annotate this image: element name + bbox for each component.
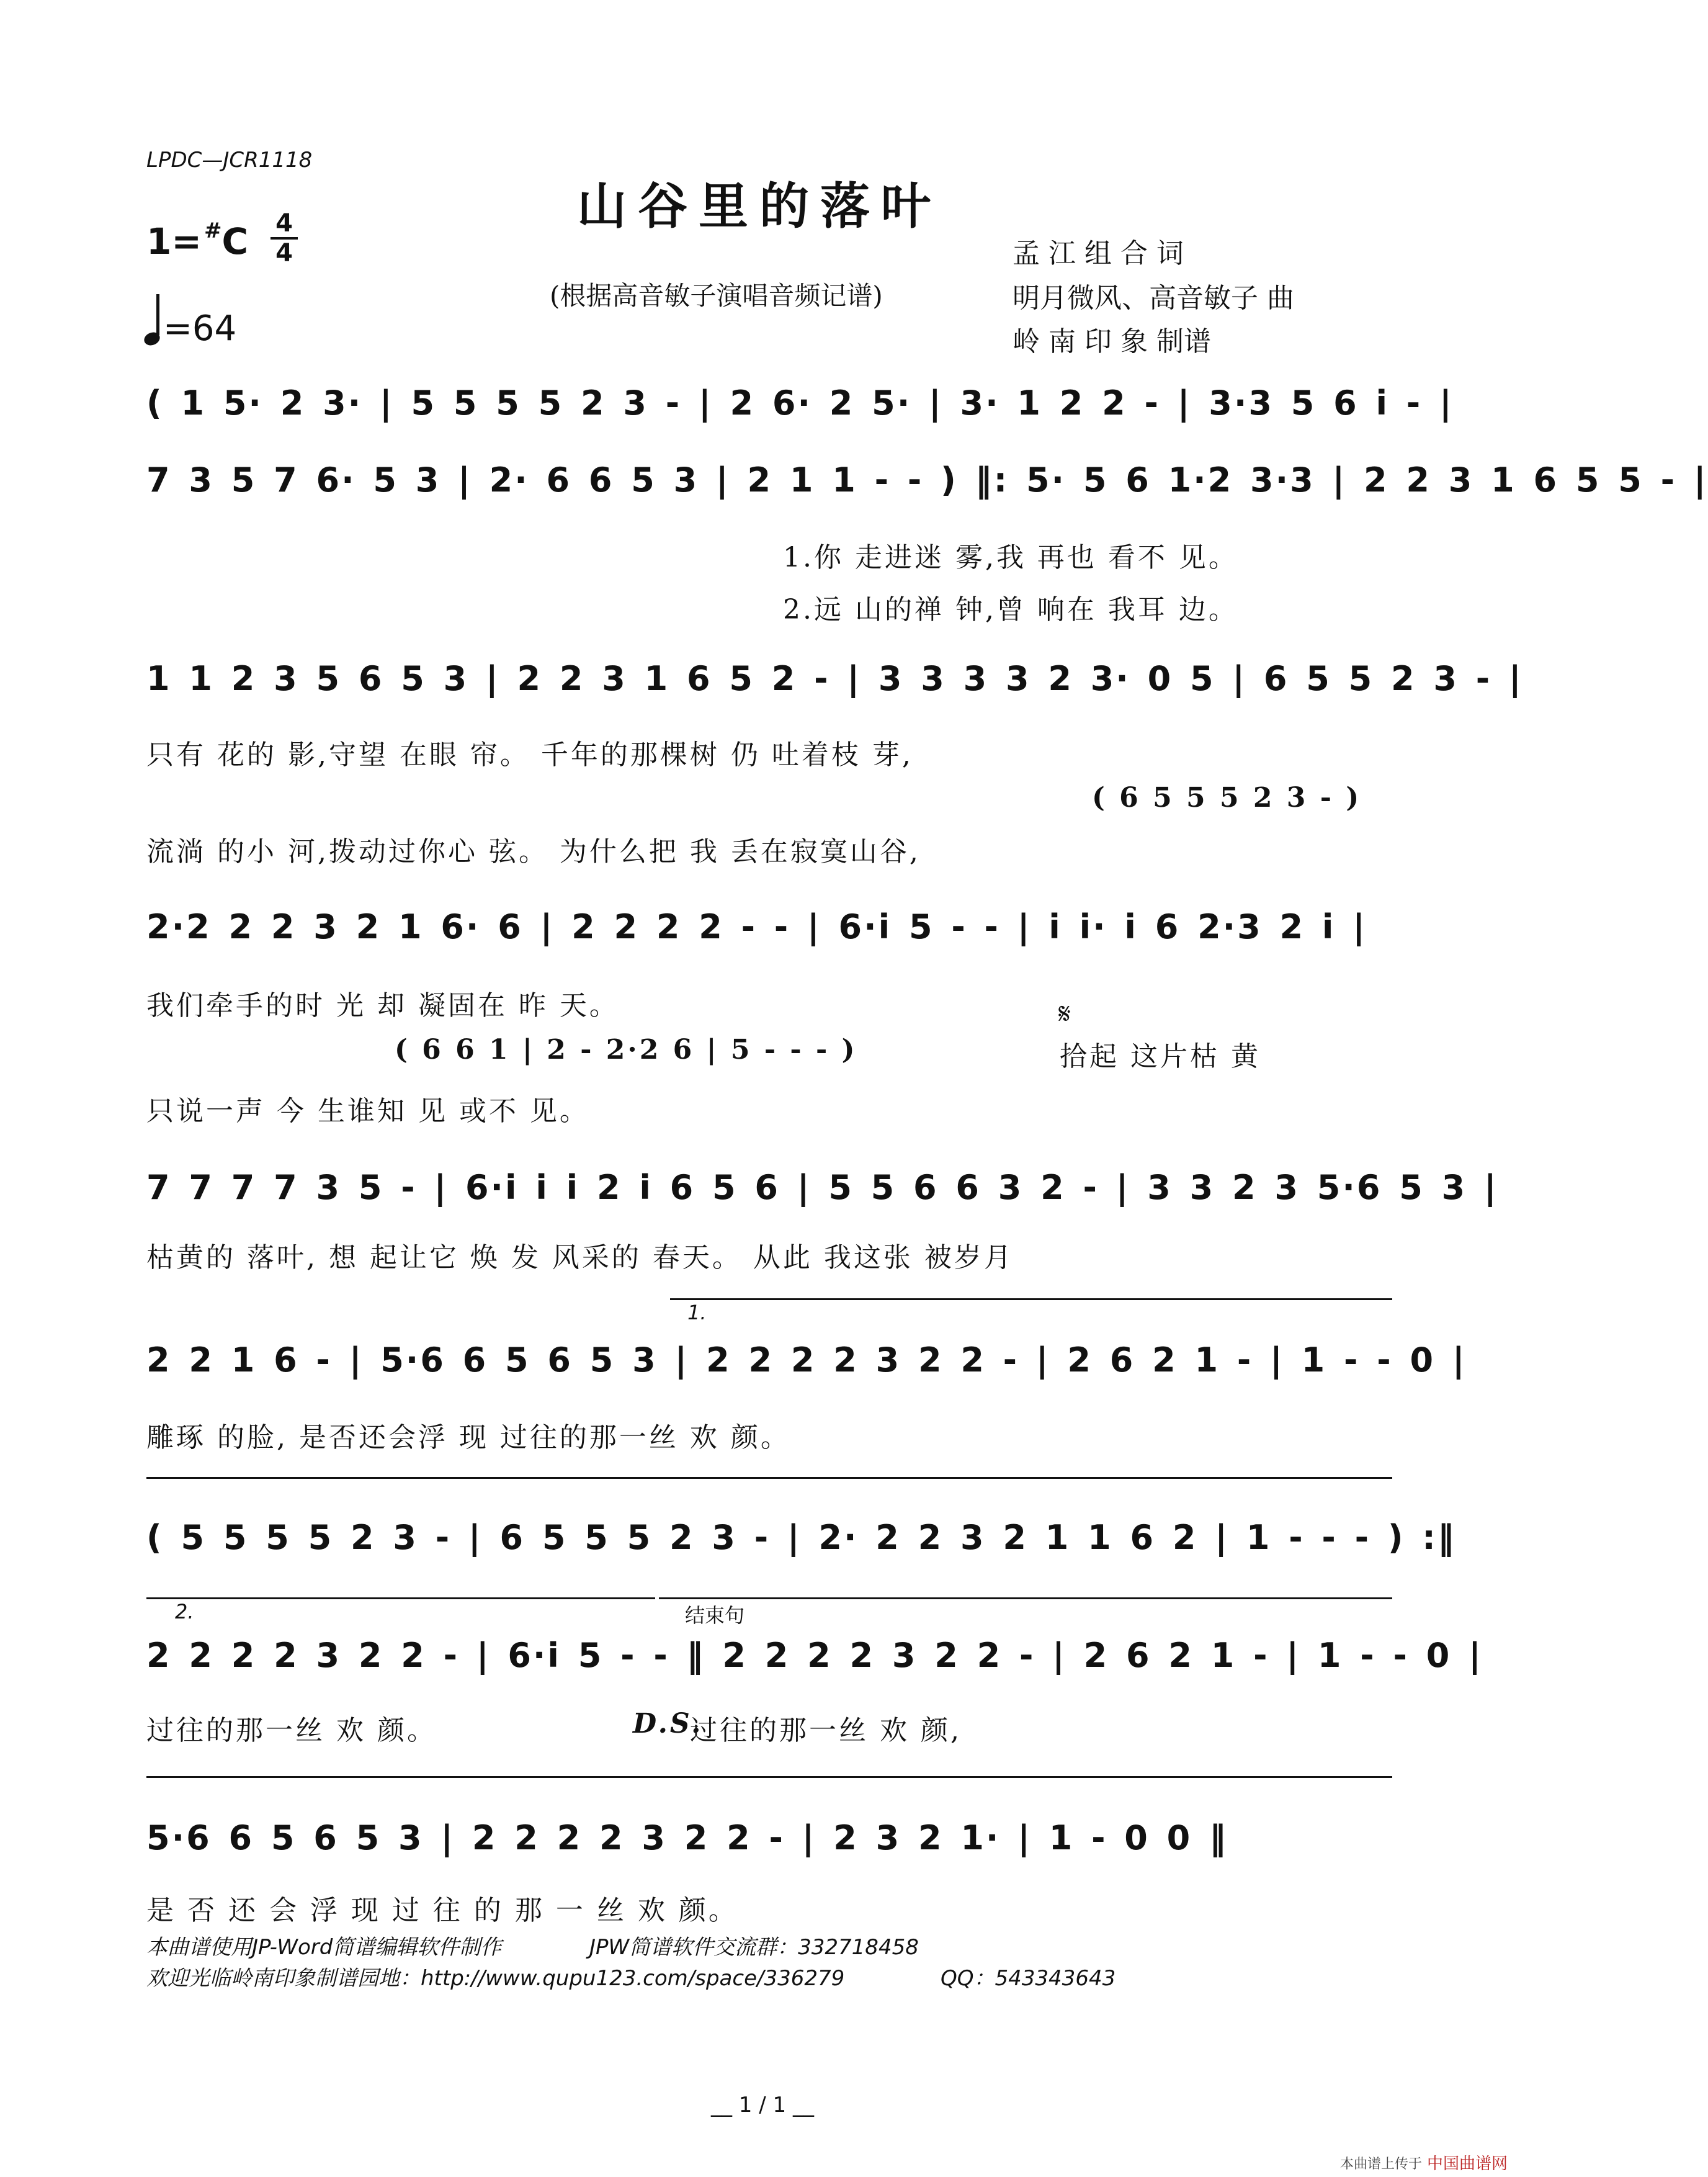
score-line-9: 5·6 6 5 6 5 3 | 2 2 2 2 3 2 2 - | 2 3 2 1· | 1 - 0 0 ‖	[146, 1818, 1228, 1857]
score-line-3: 1 1 2 3 5 6 5 3 | 2 2 3 1 6 5 2 - | 3 3 3 3 2 3· 0 5 | 6 5 5 2 3 - |	[146, 659, 1523, 698]
composer-credit: 明月微风、高音敏子 曲	[1013, 282, 1294, 314]
lyric-line-4a: 我们牵手的时 光 却 凝固在 昨 天。	[146, 990, 619, 1021]
lyric-line-2b: 2.远 山的禅 钟,曾 响在 我耳 边。	[783, 594, 1238, 626]
interlude-notes-4: ( 6 6 1 | 2 - 2·2 6 | 5 - - - )	[395, 1034, 857, 1066]
segno-icon: 𝄋	[1058, 997, 1071, 1030]
score-code: LPDC—JCR1118	[146, 148, 313, 173]
note-stem	[156, 294, 159, 335]
score-line-5: 7 7 7 7 3 5 - | 6·i i i 2 i 6 5 6 | 5 5 6 6 3 2 - | 3 3 2 3 5·6 5 3 |	[146, 1168, 1498, 1207]
lyric-line-8b: 过往的那一丝 欢 颜,	[690, 1715, 962, 1746]
time-signature	[271, 211, 298, 266]
transcription-source: (根据高音敏子演唱音频记谱)	[550, 281, 883, 311]
upload-note: 本曲谱上传于	[1340, 2157, 1423, 2172]
footer-group: JPW简谱软件交流群：332718458	[589, 1935, 919, 1960]
volta-1-label: 1.	[687, 1301, 707, 1324]
lyricist-credit: 孟 江 组 合 词	[1013, 238, 1184, 269]
lyric-line-3b: 流淌 的小 河,拨动过你心 弦。 为什么把 我 丢在寂寞山谷,	[146, 836, 921, 868]
footer-software: 本曲谱使用JP-Word简谱编辑软件制作	[146, 1935, 502, 1960]
lyric-line-2a: 1.你 走进迷 雾,我 再也 看不 见。	[783, 542, 1238, 573]
arranger-credit: 岭 南 印 象 制谱	[1013, 326, 1211, 357]
score-line-8: 2 2 2 2 3 2 2 - | 6·i 5 - - ‖ 2 2 2 2 3 2 2 - | 2 6 2 1 - | 1 - - 0 |	[146, 1636, 1483, 1675]
volta-1-bracket	[670, 1298, 1392, 1300]
time-bottom: 4	[275, 239, 293, 267]
lyric-line-5: 枯黄的 落叶, 想 起让它 焕 发 风采的 春天。 从此 我这张 被岁月	[146, 1242, 1014, 1273]
sharp-sign: #	[203, 218, 222, 243]
tempo-value: =64	[163, 308, 237, 349]
page-number: __ 1 / 1 __	[711, 2093, 814, 2117]
volta-2-bracket	[146, 1597, 655, 1599]
final-rule	[146, 1776, 1392, 1778]
score-line-1: ( 1 5· 2 3· | 5 5 5 5 2 3 - | 2 6· 2 5· | 3· 1 2 2 - | 3·3 5 6 i - |	[146, 384, 1454, 423]
lyric-line-8: 过往的那一丝 欢 颜。	[146, 1715, 437, 1746]
volta-2-label: 2.	[175, 1600, 194, 1623]
segno-lyric: 拾起 这片枯 黄	[1060, 1041, 1261, 1072]
score-line-6: 2 2 1 6 - | 5·6 6 5 6 5 3 | 2 2 2 2 3 2 2 - | 2 6 2 1 - | 1 - - 0 |	[146, 1340, 1467, 1380]
tempo-marking	[144, 308, 236, 349]
song-title: 山谷里的落叶	[577, 177, 942, 235]
ds-mark: D.S.	[633, 1708, 704, 1739]
key-note: C	[221, 220, 249, 263]
lyric-line-3a: 只有 花的 影,守望 在眼 帘。 千年的那棵树 仍 吐着枝 芽,	[146, 739, 913, 771]
lyric-line-6: 雕琢 的脸, 是否还会浮 现 过往的那一丝 欢 颜。	[146, 1422, 790, 1453]
key-signature	[146, 218, 248, 263]
section-rule	[146, 1477, 1392, 1479]
footer-qq: QQ：543343643	[941, 1966, 1116, 1991]
score-line-2: 7 3 5 7 6· 5 3 | 2· 6 6 5 3 | 2 1 1 - - ) ‖: 5· 5 6 1·2 3·3 | 2 2 3 1 6 5 5 - |	[146, 460, 1708, 500]
footer-site[interactable]: 欢迎光临岭南印象制谱园地：http://www.qupu123.com/space/336279	[146, 1966, 845, 1991]
ending-label: 结束句	[685, 1604, 745, 1627]
time-top: 4	[275, 209, 293, 238]
score-line-4: 2·2 2 2 3 2 1 6· 6 | 2 2 2 2 - - | 6·i 5 - - | i i· i 6 2·3 2 i |	[146, 907, 1367, 946]
lyric-line-4b: 只说一声 今 生谁知 见 或不 见。	[146, 1095, 589, 1127]
ending-bracket	[659, 1597, 1392, 1599]
site-logo: 中国曲谱网	[1427, 2155, 1508, 2173]
key-label: 1=	[146, 220, 202, 263]
lyric-line-9: 是 否 还 会 浮 现 过 往 的 那 一 丝 欢 颜。	[146, 1895, 738, 1926]
score-line-7: ( 5 5 5 5 2 3 - | 6 5 5 5 2 3 - | 2· 2 2 3 2 1 1 6 2 | 1 - - - ) :‖	[146, 1518, 1456, 1557]
interlude-notes-3: ( 6 5 5 5 2 3 - )	[1092, 782, 1362, 814]
